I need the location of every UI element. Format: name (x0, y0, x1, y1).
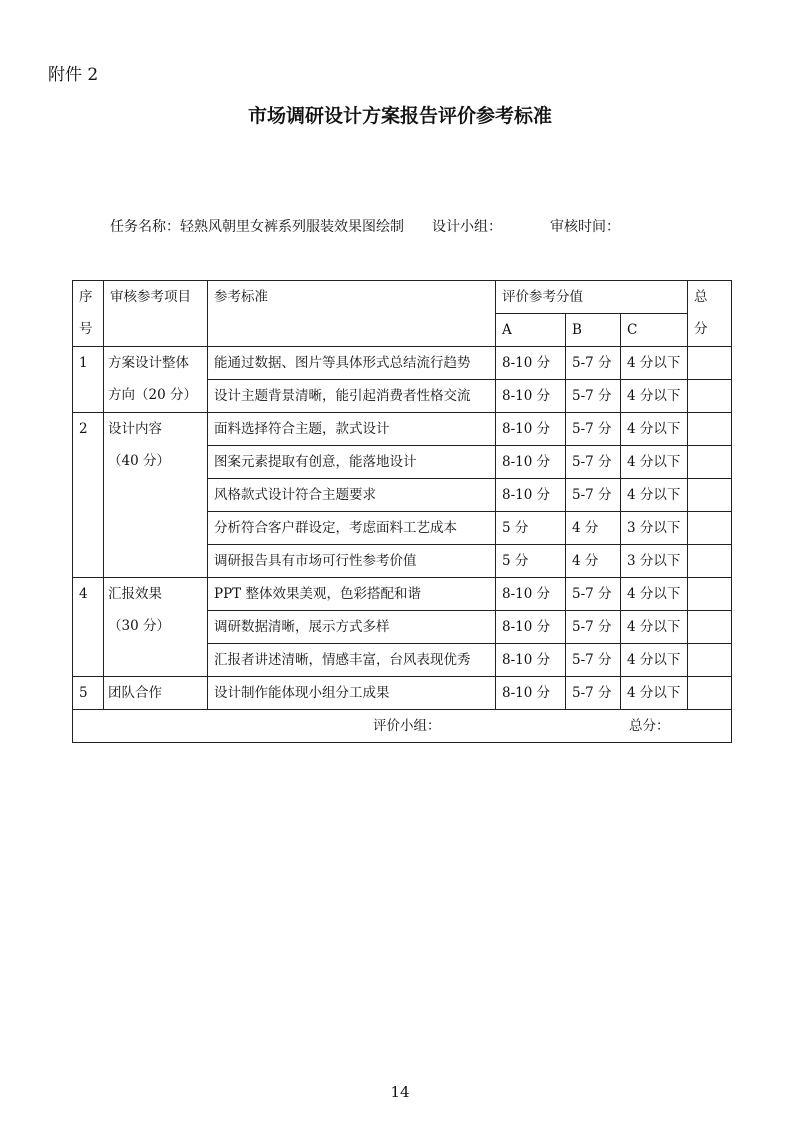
section-seq: 2 (73, 413, 104, 578)
grade-a-cell: 8-10 分 (496, 347, 566, 380)
grade-b-cell: 4 分 (566, 545, 621, 578)
grade-b-cell: 5-7 分 (566, 644, 621, 677)
section-item: 汇报效果 （30 分） (104, 578, 208, 677)
footer-cell (73, 710, 732, 743)
grade-b-cell: 5-7 分 (566, 677, 621, 710)
grade-a-cell: 5 分 (496, 545, 566, 578)
grade-b-cell: 4 分 (566, 512, 621, 545)
grade-b-cell: 5-7 分 (566, 611, 621, 644)
section-seq: 1 (73, 347, 104, 413)
grade-a-cell: 8-10 分 (496, 677, 566, 710)
review-time-label: 审核时间： (550, 219, 620, 235)
grade-c-cell: 4 分以下 (621, 347, 688, 380)
grade-b-cell: 5-7 分 (566, 347, 621, 380)
grade-a-cell: 8-10 分 (496, 578, 566, 611)
grade-b-cell: 5-7 分 (566, 446, 621, 479)
total-score-label: 总分： (629, 718, 670, 734)
grade-b-cell: 5-7 分 (566, 479, 621, 512)
grade-a-cell: 8-10 分 (496, 611, 566, 644)
header-row (73, 281, 732, 314)
total-cell (688, 446, 732, 479)
grade-a-cell: 8-10 分 (496, 644, 566, 677)
standard-cell: 图案元素提取有创意，能落地设计 (208, 446, 496, 479)
grade-b-cell: 5-7 分 (566, 413, 621, 446)
total-cell (688, 545, 732, 578)
grade-c-cell: 4 分以下 (621, 413, 688, 446)
header-standard: 参考标准 (208, 281, 496, 347)
grade-c-cell: 4 分以下 (621, 677, 688, 710)
total-cell (688, 611, 732, 644)
grade-b-cell: 5-7 分 (566, 380, 621, 413)
evaluation-group-label: 评价小组： (373, 718, 441, 734)
grade-c-cell: 4 分以下 (621, 380, 688, 413)
design-group-label: 设计小组： (432, 219, 502, 235)
grade-a-cell: 8-10 分 (496, 380, 566, 413)
section-item: 团队合作 (104, 677, 208, 710)
total-cell (688, 347, 732, 380)
standard-cell: 分析符合客户群设定，考虑面料工艺成本 (208, 512, 496, 545)
total-cell (688, 380, 732, 413)
header-item: 审核参考项目 (104, 281, 208, 347)
total-cell (688, 677, 732, 710)
task-name: 任务名称：轻熟风朝里女裤系列服装效果图绘制 (110, 219, 404, 235)
header-grade-c: C (621, 314, 688, 347)
grade-c-cell: 4 分以下 (621, 611, 688, 644)
table-row (73, 413, 732, 446)
total-cell (688, 512, 732, 545)
grade-c-cell: 4 分以下 (621, 446, 688, 479)
header-grade-b: B (566, 314, 621, 347)
grade-c-cell: 4 分以下 (621, 578, 688, 611)
grade-c-cell: 4 分以下 (621, 479, 688, 512)
section-item: 设计内容 （40 分） (104, 413, 208, 578)
grade-b-cell: 5-7 分 (566, 578, 621, 611)
standard-cell: 面料选择符合主题，款式设计 (208, 413, 496, 446)
table-body (73, 281, 732, 743)
standard-cell: 调研数据清晰，展示方式多样 (208, 611, 496, 644)
section-item: 方案设计整体 方向（20 分） (104, 347, 208, 413)
section-seq: 4 (73, 578, 104, 677)
grade-c-cell: 4 分以下 (621, 644, 688, 677)
header-seq: 序 号 (73, 281, 104, 347)
grade-a-cell: 8-10 分 (496, 479, 566, 512)
evaluation-table (72, 280, 732, 743)
page-number: 14 (390, 1083, 410, 1101)
table-row (73, 578, 732, 611)
total-cell (688, 644, 732, 677)
grade-a-cell: 5 分 (496, 512, 566, 545)
standard-cell: 设计制作能体现小组分工成果 (208, 677, 496, 710)
standard-cell: 风格款式设计符合主题要求 (208, 479, 496, 512)
total-cell (688, 413, 732, 446)
section-seq: 5 (73, 677, 104, 710)
page-title: 市场调研设计方案报告评价参考标准 (247, 105, 552, 127)
header-total: 总 分 (688, 281, 732, 347)
footer-row (73, 710, 732, 743)
total-cell (688, 479, 732, 512)
standard-cell: 汇报者讲述清晰，情感丰富，台风表现优秀 (208, 644, 496, 677)
standard-cell: 调研报告具有市场可行性参考价值 (208, 545, 496, 578)
standard-cell: PPT 整体效果美观，色彩搭配和谐 (208, 578, 496, 611)
standard-cell: 能通过数据、图片等具体形式总结流行趋势 (208, 347, 496, 380)
table-row (73, 347, 732, 380)
header-grade-a: A (496, 314, 566, 347)
table-row (73, 677, 732, 710)
grade-c-cell: 3 分以下 (621, 512, 688, 545)
attachment-label: 附件 2 (48, 65, 99, 85)
standard-cell: 设计主题背景清晰，能引起消费者性格交流 (208, 380, 496, 413)
grade-a-cell: 8-10 分 (496, 413, 566, 446)
total-cell (688, 578, 732, 611)
grade-a-cell: 8-10 分 (496, 446, 566, 479)
header-score: 评价参考分值 (496, 281, 688, 314)
grade-c-cell: 3 分以下 (621, 545, 688, 578)
